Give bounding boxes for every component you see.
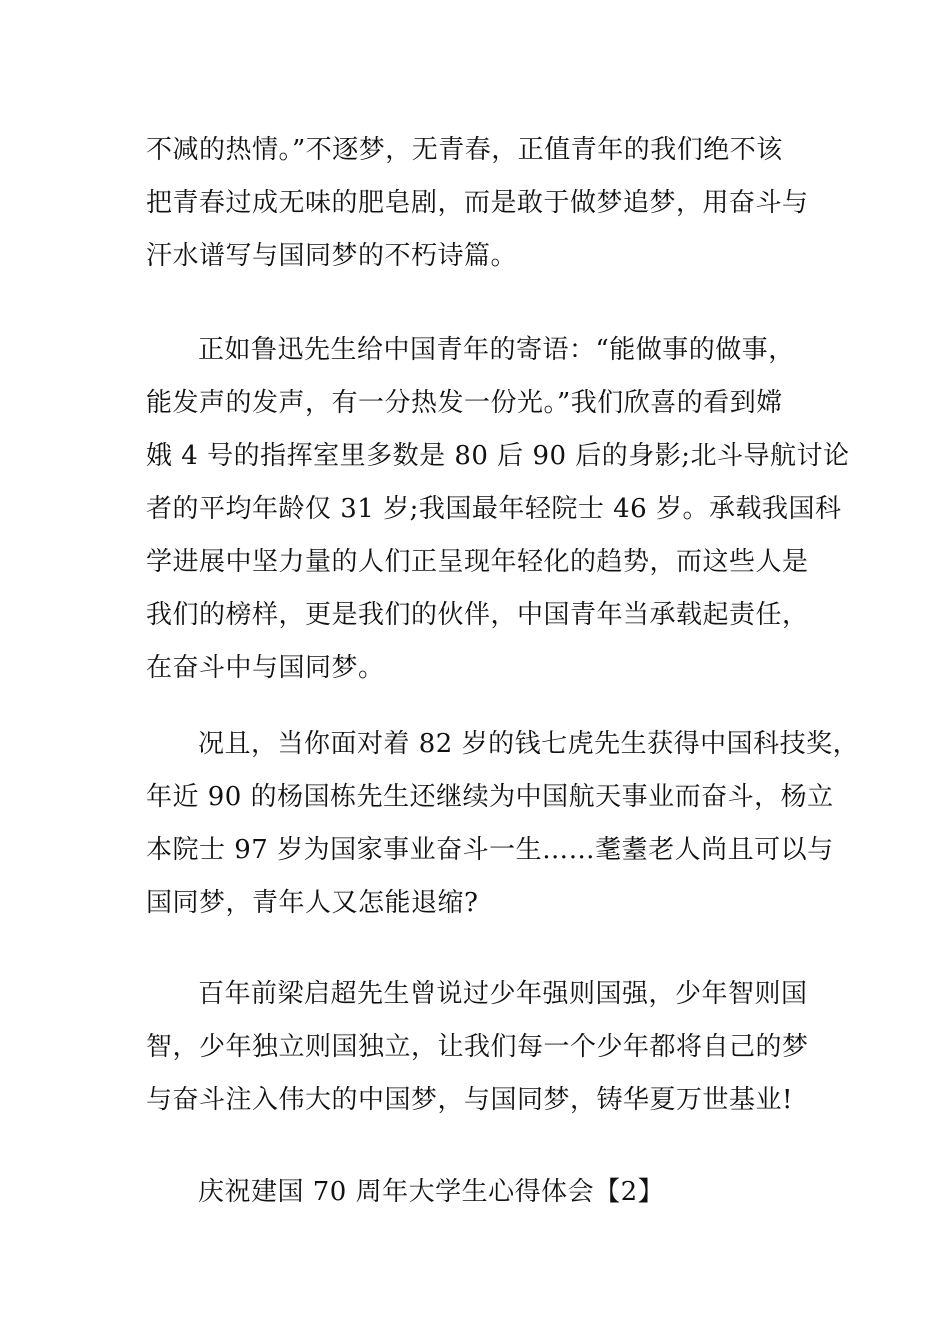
text-line: 娥 4 号的指挥室里多数是 80 后 90 后的身影;北斗导航讨论 [146, 441, 850, 471]
text-line: 汗水谱写与国同梦的不朽诗篇。 [146, 241, 518, 271]
text-line: 与奋斗注入伟大的中国梦，与国同梦，铸华夏万世基业! [146, 1085, 793, 1115]
text-line: 年近 90 的杨国栋先生还继续为中国航天事业而奋斗，杨立 [146, 782, 834, 812]
text-line: 智，少年独立则国独立，让我们每一个少年都将自己的梦 [146, 1032, 809, 1062]
text-line: 国同梦，青年人又怎能退缩? [146, 888, 479, 918]
text-line: 不减的热情。”不逐梦，无青春，正值青年的我们绝不该 [146, 135, 783, 165]
text-line: 者的平均年龄仅 31 岁;我国最年轻院士 46 岁。承载我国科 [146, 494, 842, 524]
text-line: 我们的榜样，更是我们的伙伴，中国青年当承载起责任， [146, 600, 809, 630]
paragraph-1 [146, 124, 826, 283]
text-line: 正如鲁迅先生给中国青年的寄语：“能做事的做事， [198, 335, 795, 365]
text-line: 能发声的发声，有一分热发一份光。”我们欣喜的看到嫦 [146, 388, 783, 418]
section-heading [146, 1166, 826, 1219]
paragraph-3 [146, 718, 860, 930]
text-line: 在奋斗中与国同梦。 [146, 653, 385, 683]
paragraph-2 [146, 324, 850, 695]
text-line: 本院士 97 岁为国家事业奋斗一生……耄耋老人尚且可以与 [146, 835, 834, 865]
heading-text: 庆祝建国 70 周年大学生心得体会【2】 [198, 1177, 665, 1207]
paragraph-4 [146, 968, 826, 1127]
text-line: 况且，当你面对着 82 岁的钱七虎先生获得中国科技奖， [198, 729, 860, 759]
text-line: 把青春过成无味的肥皂剧，而是敢于做梦追梦，用奋斗与 [146, 188, 809, 218]
text-line: 学进展中坚力量的人们正呈现年轻化的趋势，而这些人是 [146, 547, 809, 577]
text-line: 百年前梁启超先生曾说过少年强则国强，少年智则国 [198, 979, 808, 1009]
